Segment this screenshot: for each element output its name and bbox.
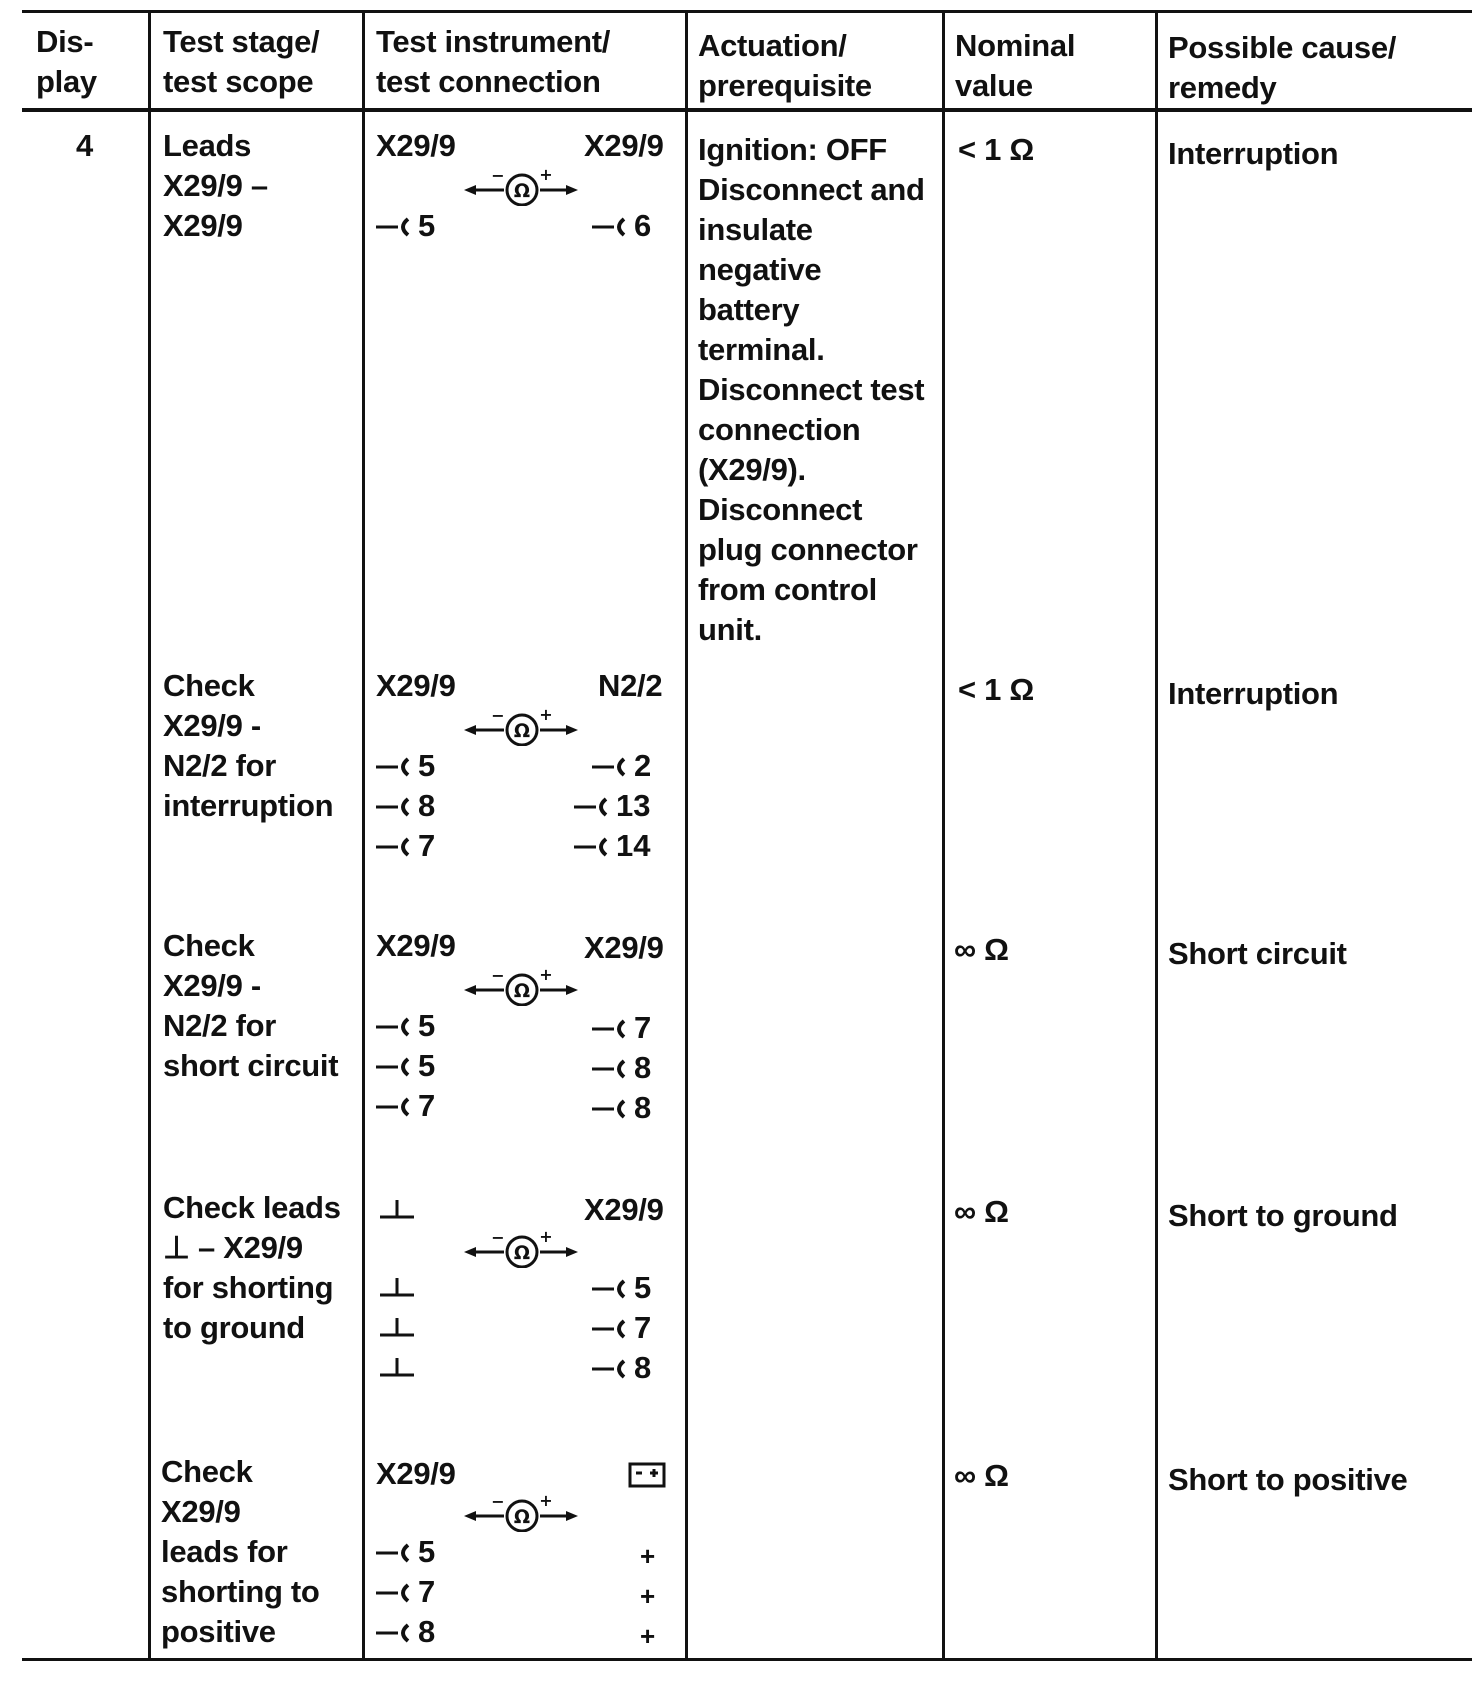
display-number: 4 [76,128,93,163]
ohmmeter-icon [462,966,582,1006]
row3-left-pin: 5 [376,1046,435,1086]
ground-icon [378,1316,416,1345]
row2-test-stage: Check X29/9 - N2/2 for interruption [163,668,334,823]
row3-left-pin: 7 [376,1086,435,1126]
row4-right-pin: 5 [592,1268,651,1308]
svg-text:+: + [539,1228,553,1246]
row1-cause: Interruption [1168,136,1339,171]
table-bottom-border [22,1658,1472,1661]
ohmmeter-icon [462,1492,582,1532]
header-nominal-value: Nominal value [955,28,1076,103]
header-bottom-border [22,108,1472,112]
row3-nominal: ∞ Ω [954,932,1009,967]
connector-icon [376,1008,418,1043]
row5-left-pin: 7 [376,1572,435,1612]
svg-text:−: − [491,166,505,185]
row4-cause: Short to ground [1168,1198,1398,1233]
connector-icon [376,788,418,823]
row1-right-pin: 6 [592,206,651,246]
row2-right-pin: 2 [592,746,651,786]
svg-text:−: − [491,1492,505,1511]
row1-left-pin: 5 [376,206,435,246]
row5-cause: Short to positive [1168,1462,1408,1497]
svg-text:Ω: Ω [513,1242,531,1264]
ohmmeter-icon [462,1228,582,1268]
connector-icon [592,1310,634,1345]
ohmmeter-icon [462,166,582,206]
row3-right-label: X29/9 [584,930,664,965]
row4-nominal: ∞ Ω [954,1194,1009,1229]
svg-text:+: + [539,966,553,984]
ground-icon [378,1276,416,1305]
row1-test-stage: Leads X29/9 – X29/9 [163,128,268,243]
row2-right-pin: 13 [574,786,650,826]
connector-icon [376,1574,418,1609]
connector-icon [592,1090,634,1125]
battery-icon [628,1460,666,1495]
svg-text:Ω: Ω [513,720,531,742]
connector-icon [592,208,634,243]
row3-left-pin: 5 [376,1006,435,1046]
header-test-stage: Test stage/ test scope [163,24,320,99]
row2-cause: Interruption [1168,676,1339,711]
row2-left-label: X29/9 [376,668,456,703]
table-top-border [22,10,1472,13]
row2-nominal: < 1 Ω [958,672,1034,707]
svg-text:+: + [539,706,553,724]
row4-right-pin: 8 [592,1348,651,1388]
row3-left-label: X29/9 [376,928,456,963]
ohmmeter-icon [462,706,582,746]
row1-right-label: X29/9 [584,128,664,163]
column-divider-3 [685,10,688,1660]
row5-right-plus: + [640,1621,656,1651]
connector-icon [376,1614,418,1649]
header-display: Dis- play [36,24,97,99]
row5-left-pin: 8 [376,1612,435,1652]
column-divider-4 [942,10,945,1660]
row2-right-label: N2/2 [598,668,663,703]
svg-text:+: + [539,166,553,184]
svg-text:+: + [539,1492,553,1510]
row4-test-stage: Check leads ⊥ – X29/9 for shorting to ground [163,1190,341,1345]
row1-left-label: X29/9 [376,128,456,163]
row3-right-pin: 8 [592,1088,651,1128]
connector-icon [376,208,418,243]
column-divider-5 [1155,10,1158,1660]
row5-nominal: ∞ Ω [954,1458,1009,1493]
header-actuation: Actuation/ prerequisite [698,28,872,103]
column-divider-2 [362,10,365,1660]
connector-icon [574,788,616,823]
row1-nominal: < 1 Ω [958,132,1034,167]
row2-left-pin: 8 [376,786,435,826]
row5-left-pin: 5 [376,1532,435,1572]
connector-icon [376,1088,418,1123]
row3-right-pin: 8 [592,1048,651,1088]
connector-icon [376,828,418,863]
svg-text:−: − [491,706,505,725]
connector-icon [574,828,616,863]
ground-icon [378,1356,416,1385]
connector-icon [376,1534,418,1569]
row5-right-plus: + [640,1541,656,1571]
row4-right-label: X29/9 [584,1192,664,1227]
row2-left-pin: 7 [376,826,435,866]
row5-right-plus: + [640,1581,656,1611]
svg-text:Ω: Ω [513,180,531,202]
svg-text:Ω: Ω [513,980,531,1002]
svg-text:−: − [491,1228,505,1247]
row5-test-stage: Check X29/9 leads for shorting to positive [161,1454,320,1649]
svg-text:−: − [491,966,505,985]
row2-right-pin: 14 [574,826,650,866]
ground-icon [378,1198,416,1227]
connector-icon [592,1010,634,1045]
row3-right-pin: 7 [592,1008,651,1048]
connector-icon [376,748,418,783]
connector-icon [592,1350,634,1385]
row4-right-pin: 7 [592,1308,651,1348]
row1-actuation: Ignition: OFF Disconnect and insulate negative battery terminal. Disconnect test connection (X29/9). Disconnect plug connector from control unit. [698,132,925,647]
connector-icon [592,748,634,783]
connector-icon [592,1050,634,1085]
row5-left-label: X29/9 [376,1456,456,1491]
row3-cause: Short circuit [1168,936,1347,971]
column-divider-1 [148,10,151,1660]
svg-text:Ω: Ω [513,1506,531,1528]
connector-icon [376,1048,418,1083]
header-test-instrument: Test instrument/ test connection [376,24,611,99]
row2-left-pin: 5 [376,746,435,786]
connector-icon [592,1270,634,1305]
header-possible-cause: Possible cause/ remedy [1168,30,1397,105]
row3-test-stage: Check X29/9 - N2/2 for short circuit [163,928,339,1083]
